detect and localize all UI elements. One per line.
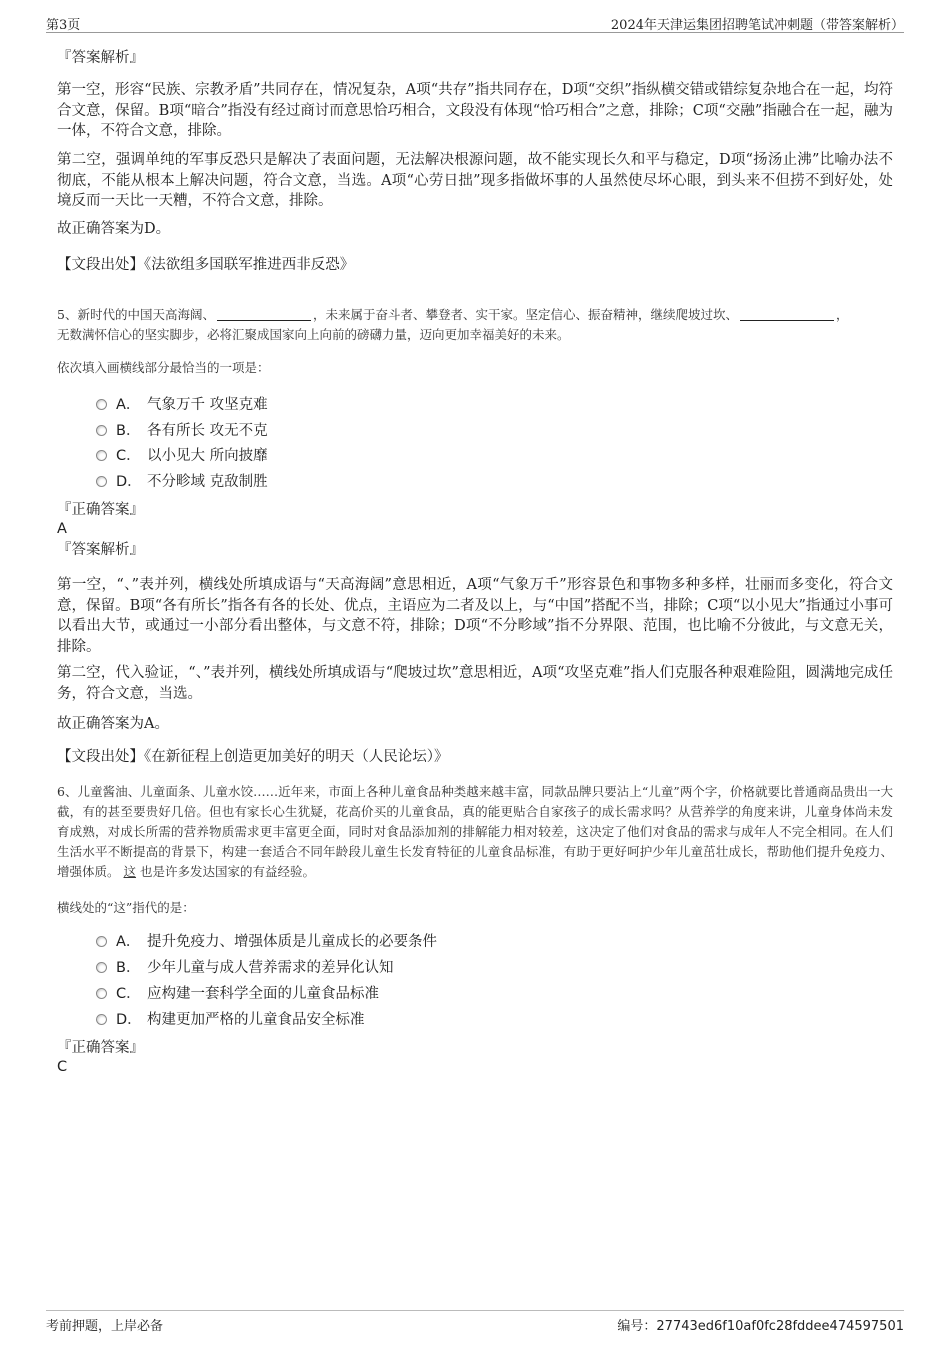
q5-source: 【文段出处】《在新征程上创造更加美好的明天（人民论坛）》 xyxy=(57,749,449,765)
page-header xyxy=(46,12,904,33)
q5-option-b[interactable]: B． 各有所长 攻无不克 xyxy=(96,421,268,441)
q4-analysis-heading: 『答案解析』 xyxy=(57,50,144,66)
q5-stem: 5、新时代的中国天高海阔、 ，未来属于奋斗者、攀登者、实干家。坚定信心、振奋精神，继续爬坡过坎、 ， 无数满怀信心的坚实脚步，必将汇聚成国家向上向前的磅礴力量，迈向更加幸福美好的未来。 xyxy=(57,307,849,342)
q5-analysis-p2: 第二空，代入验证，“、”表并列，横线处所填成语与“爬坡过坎”意思相近，A项“攻坚克难”指人们克服各种艰难险阻，圆满地完成任务，符合文意，当选。 xyxy=(57,665,893,702)
page-footer xyxy=(46,1310,904,1333)
q6-stem: 6、儿童酱油、儿童面条、儿童水饺……近年来，市面上各种儿童食品种类越来越丰富，同款品牌只要沾上“儿童”两个字，价格就要比普通商品贵出一大截，有的甚至要贵好几倍。但也有家长心生犹疑，花高价买的儿童食品，真的能更贴合自家孩子的成长需求吗？从营养学的角度来讲，儿童身体尚未发育成熟，对成长所需的营养物质需求更丰富更全面，同时对食品添加剂的排解能力相对较差，这决定了他们对食品的需求与成年人不完全相同。在人们生活水平不断提高的背景下，构建一套适合不同年龄段儿童生长发育特征的儿童食品标准，有助于更好呵护少年儿童茁壮成长，帮助他们提升免疫力、增强体质。 这 也是许多发达国家的有益经验。 xyxy=(57,784,893,879)
q4-conclusion: 故正确答案为D。 xyxy=(57,221,171,237)
q4-analysis-p2: 第二空，强调单纯的军事反恐只是解决了表面问题，无法解决根源问题，故不能实现长久和平与稳定，D项“扬汤止沸”比喻办法不彻底，不能从根本上解决问题，符合文意，当选。A项“心劳日拙”现多指做坏事的人虽然使尽坏心眼，到头来不但捞不到好处，处境反而一天比一天糟，不符合文意，排除。 xyxy=(57,152,893,209)
q5-option-a[interactable]: A． 气象万千 攻坚克难 xyxy=(96,395,268,415)
q6-option-a[interactable]: A． 提升免疫力、增强体质是儿童成长的必要条件 xyxy=(96,932,437,952)
radio-icon[interactable] xyxy=(96,425,107,436)
q5-correct-answer: A xyxy=(57,521,67,537)
footer-slogan: 考前押题，上岸必备 xyxy=(46,1319,164,1334)
q6-instruction: 横线处的“这”指代的是： xyxy=(57,900,195,915)
radio-icon[interactable] xyxy=(96,1014,107,1025)
document-id: 编号：27743ed6f10af0fc28fddee474597501 xyxy=(617,1319,904,1334)
q6-option-b[interactable]: B． 少年儿童与成人营养需求的差异化认知 xyxy=(96,958,394,978)
q5-blank-2 xyxy=(740,308,834,321)
radio-icon[interactable] xyxy=(96,962,107,973)
q6-correct-answer: C xyxy=(57,1059,68,1075)
q6-correct-heading: 『正确答案』 xyxy=(57,1040,144,1056)
q6-option-d[interactable]: D． 构建更加严格的儿童食品安全标准 xyxy=(96,1010,365,1030)
radio-icon[interactable] xyxy=(96,476,107,487)
q5-instruction: 依次填入画横线部分最恰当的一项是： xyxy=(57,360,270,375)
radio-icon[interactable] xyxy=(96,988,107,999)
radio-icon[interactable] xyxy=(96,936,107,947)
q5-correct-heading: 『正确答案』 xyxy=(57,502,144,518)
q5-option-d[interactable]: D． 不分畛域 克敌制胜 xyxy=(96,472,268,492)
q5-conclusion: 故正确答案为A。 xyxy=(57,716,169,732)
q6-option-c[interactable]: C． 应构建一套科学全面的儿童食品标准 xyxy=(96,984,379,1004)
q4-analysis-p1: 第一空，形容“民族、宗教矛盾”共同存在，情况复杂，A项“共存”指共同存在，D项“交织”指纵横交错或错综复杂地合在一起，均符合文意，保留。B项“暗合”指没有经过商讨而意思恰巧相合，文段没有体现“恰巧相合”之意，排除；C项“交融”指融合在一起，融为一体，不符合文意，排除。 xyxy=(57,82,893,139)
q6-underlined-word: 这 xyxy=(123,864,137,879)
q4-source: 【文段出处】《法欲组多国联军推进西非反恐》 xyxy=(57,257,355,273)
radio-icon[interactable] xyxy=(96,450,107,461)
q5-blank-1 xyxy=(217,308,311,321)
q5-analysis-p1: 第一空，“、”表并列，横线处所填成语与“天高海阔”意思相近，A项“气象万千”形容景色和事物多种多样，壮丽而多变化，符合文意，保留。B项“各有所长”指各有各的长处、优点，主语应为二者及以上，与“中国”搭配不当，排除；C项“以小见大”指通过小事可以看出大节，或通过一小部分看出整体，与文意不符，排除；D项“不分畛域”指不分界限、范围，也比喻不分彼此，与文意无关，排除。 xyxy=(57,577,893,655)
q5-analysis-heading: 『答案解析』 xyxy=(57,542,144,558)
document-title: 2024年天津运集团招聘笔试冲刺题（带答案解析） xyxy=(610,18,904,33)
q5-option-c[interactable]: C． 以小见大 所向披靡 xyxy=(96,446,268,466)
radio-icon[interactable] xyxy=(96,399,107,410)
page-number: 第3页 xyxy=(46,18,81,33)
